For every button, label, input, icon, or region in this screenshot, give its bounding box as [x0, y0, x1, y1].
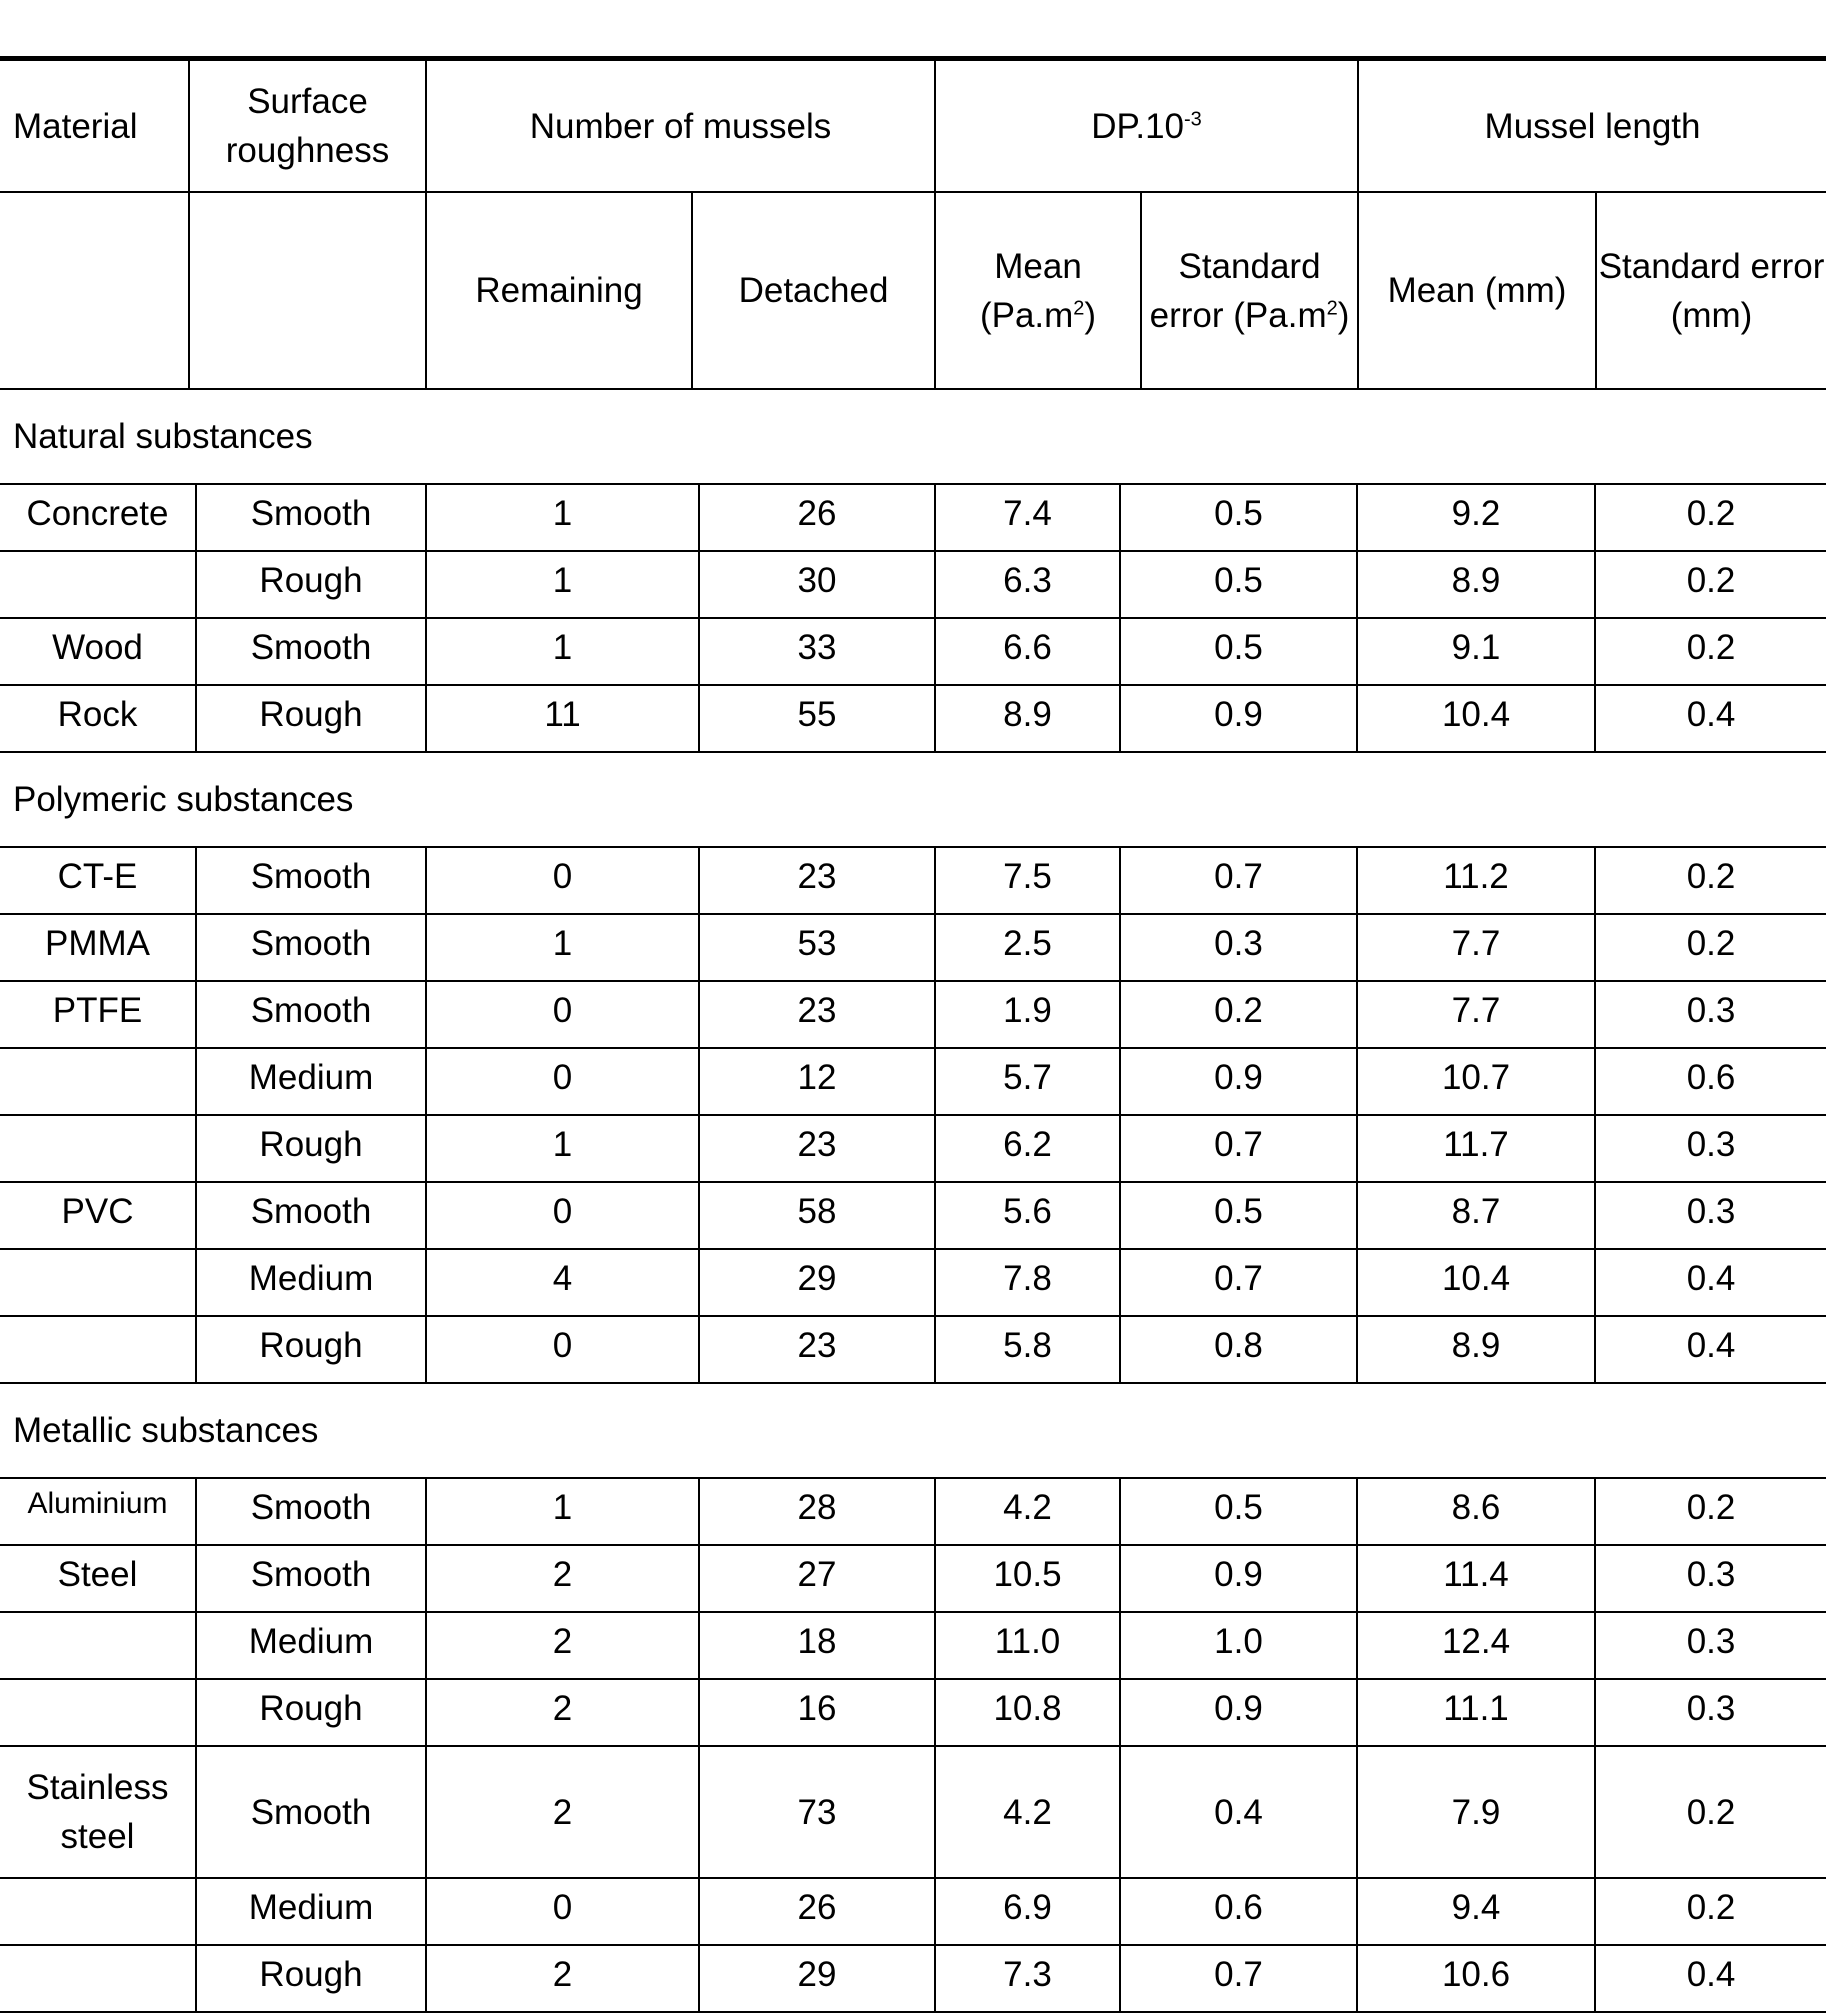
cell-dp-mean: 10.5: [935, 1545, 1120, 1612]
cell-material: Stainless steel: [0, 1746, 196, 1878]
section-heading-row: [0, 1383, 1826, 1478]
cell-detached: 33: [699, 618, 935, 685]
table-row: [0, 484, 1826, 551]
cell-roughness: Rough: [196, 1679, 426, 1746]
cell-length-mean: 8.9: [1357, 1316, 1595, 1383]
cell-length-mean: 7.7: [1357, 981, 1595, 1048]
cell-detached: 73: [699, 1746, 935, 1878]
cell-detached: 23: [699, 981, 935, 1048]
cell-dp-mean: 8.9: [935, 685, 1120, 752]
cell-material: [0, 1316, 196, 1383]
cell-remaining: 1: [426, 1115, 699, 1182]
table-row: [0, 551, 1826, 618]
cell-length-mean: 11.7: [1357, 1115, 1595, 1182]
cell-dp-se: 0.5: [1120, 1182, 1357, 1249]
table-row: [0, 1249, 1826, 1316]
cell-remaining: 4: [426, 1249, 699, 1316]
header-dp-se: Standard error $(Pa.m^2)$: [1141, 192, 1358, 389]
table-row: [0, 1182, 1826, 1249]
cell-material: Wood: [0, 618, 196, 685]
cell-remaining: 1: [426, 484, 699, 551]
table-row: [0, 1545, 1826, 1612]
cell-length-se: 0.6: [1595, 1048, 1826, 1115]
cell-roughness: Rough: [196, 1115, 426, 1182]
cell-dp-mean: 6.3: [935, 551, 1120, 618]
cell-length-mean: 7.7: [1357, 914, 1595, 981]
cell-dp-se: 0.7: [1120, 1945, 1357, 2012]
cell-dp-se: 0.9: [1120, 1679, 1357, 1746]
cell-dp-se: 0.3: [1120, 914, 1357, 981]
cell-material: Aluminium: [0, 1478, 196, 1545]
table-row: [0, 1115, 1826, 1182]
table-row: [0, 1612, 1826, 1679]
section-heading-row: [0, 752, 1826, 847]
cell-remaining: 0: [426, 981, 699, 1048]
cell-material: CT-E: [0, 847, 196, 914]
cell-remaining: 2: [426, 1945, 699, 2012]
table-row: [0, 981, 1826, 1048]
cell-length-mean: 10.4: [1357, 1249, 1595, 1316]
table-row: [0, 685, 1826, 752]
header-dp: $DP.10^{-3}$: [935, 61, 1358, 192]
cell-dp-se: 0.7: [1120, 1115, 1357, 1182]
cell-dp-se: 0.6: [1120, 1878, 1357, 1945]
header-length-mean: Mean (mm): [1358, 192, 1596, 389]
cell-material: PTFE: [0, 981, 196, 1048]
cell-remaining: 0: [426, 1878, 699, 1945]
header-number-of-mussels: Number of mussels: [426, 61, 935, 192]
cell-remaining: 0: [426, 1048, 699, 1115]
cell-length-se: 0.4: [1595, 1945, 1826, 2012]
cell-dp-mean: 7.5: [935, 847, 1120, 914]
table-row: [0, 914, 1826, 981]
table-row: [0, 1746, 1826, 1878]
cell-detached: 55: [699, 685, 935, 752]
cell-detached: 29: [699, 1249, 935, 1316]
table-row: [0, 1878, 1826, 1945]
cell-length-mean: 10.7: [1357, 1048, 1595, 1115]
cell-roughness: Medium: [196, 1878, 426, 1945]
cell-length-se: 0.4: [1595, 1316, 1826, 1383]
cell-length-se: 0.2: [1595, 914, 1826, 981]
table-body: [0, 389, 1826, 2013]
cell-length-mean: 9.4: [1357, 1878, 1595, 1945]
cell-detached: 53: [699, 914, 935, 981]
cell-dp-se: 0.5: [1120, 618, 1357, 685]
cell-length-se: 0.2: [1595, 1478, 1826, 1545]
cell-roughness: Smooth: [196, 484, 426, 551]
cell-remaining: 1: [426, 551, 699, 618]
cell-remaining: 0: [426, 1316, 699, 1383]
cell-dp-se: 0.9: [1120, 685, 1357, 752]
cell-dp-se: 0.5: [1120, 1478, 1357, 1545]
cell-dp-mean: 4.2: [935, 1746, 1120, 1878]
cell-roughness: Medium: [196, 1612, 426, 1679]
cell-material: [0, 1878, 196, 1945]
cell-length-mean: 12.4: [1357, 1612, 1595, 1679]
cell-roughness: Smooth: [196, 1478, 426, 1545]
cell-dp-mean: 7.3: [935, 1945, 1120, 2012]
cell-dp-mean: 5.8: [935, 1316, 1120, 1383]
cell-roughness: Smooth: [196, 981, 426, 1048]
cell-remaining: 11: [426, 685, 699, 752]
header-material: Material: [0, 61, 189, 192]
cell-length-se: 0.3: [1595, 1115, 1826, 1182]
cell-dp-mean: 11.0: [935, 1612, 1120, 1679]
cell-dp-mean: 1.9: [935, 981, 1120, 1048]
cell-detached: 18: [699, 1612, 935, 1679]
table-header: [0, 61, 1826, 390]
cell-roughness: Smooth: [196, 1746, 426, 1878]
cell-material: [0, 1048, 196, 1115]
cell-roughness: Rough: [196, 685, 426, 752]
cell-dp-mean: 6.9: [935, 1878, 1120, 1945]
cell-dp-mean: 5.6: [935, 1182, 1120, 1249]
cell-material: PMMA: [0, 914, 196, 981]
cell-dp-se: 0.7: [1120, 1249, 1357, 1316]
cell-dp-se: 0.8: [1120, 1316, 1357, 1383]
cell-detached: 26: [699, 1878, 935, 1945]
cell-length-mean: 8.6: [1357, 1478, 1595, 1545]
table-row: [0, 618, 1826, 685]
cell-material: [0, 1612, 196, 1679]
cell-length-se: 0.4: [1595, 1249, 1826, 1316]
cell-length-se: 0.2: [1595, 484, 1826, 551]
cell-detached: 27: [699, 1545, 935, 1612]
cell-length-se: 0.4: [1595, 685, 1826, 752]
cell-length-se: 0.3: [1595, 1545, 1826, 1612]
cell-material: [0, 1945, 196, 2012]
cell-remaining: 1: [426, 914, 699, 981]
cell-detached: 23: [699, 1115, 935, 1182]
cell-length-mean: 9.1: [1357, 618, 1595, 685]
cell-dp-mean: 10.8: [935, 1679, 1120, 1746]
cell-length-se: 0.3: [1595, 1182, 1826, 1249]
header-empty: [189, 192, 426, 389]
cell-remaining: 2: [426, 1746, 699, 1878]
cell-detached: 26: [699, 484, 935, 551]
cell-material: Steel: [0, 1545, 196, 1612]
table-row: [0, 1679, 1826, 1746]
cell-detached: 23: [699, 847, 935, 914]
cell-roughness: Smooth: [196, 618, 426, 685]
cell-roughness: Smooth: [196, 914, 426, 981]
cell-roughness: Smooth: [196, 847, 426, 914]
cell-length-mean: 7.9: [1357, 1746, 1595, 1878]
cell-roughness: Medium: [196, 1048, 426, 1115]
cell-length-se: 0.2: [1595, 551, 1826, 618]
cell-material: Rock: [0, 685, 196, 752]
cell-dp-mean: 4.2: [935, 1478, 1120, 1545]
cell-remaining: 1: [426, 618, 699, 685]
cell-remaining: 2: [426, 1679, 699, 1746]
cell-length-mean: 11.1: [1357, 1679, 1595, 1746]
cell-detached: 30: [699, 551, 935, 618]
table-row: [0, 1478, 1826, 1545]
header-mussel-length: Mussel length: [1358, 61, 1826, 192]
cell-roughness: Rough: [196, 551, 426, 618]
cell-detached: 58: [699, 1182, 935, 1249]
cell-dp-se: 0.9: [1120, 1545, 1357, 1612]
cell-detached: 16: [699, 1679, 935, 1746]
header-empty: [0, 192, 189, 389]
header-surface-roughness: Surface roughness: [189, 61, 426, 192]
cell-remaining: 0: [426, 847, 699, 914]
header-remaining: Remaining: [426, 192, 692, 389]
table-row: [0, 847, 1826, 914]
cell-roughness: Smooth: [196, 1545, 426, 1612]
cell-length-se: 0.3: [1595, 1679, 1826, 1746]
cell-remaining: 2: [426, 1612, 699, 1679]
cell-material: [0, 551, 196, 618]
header-detached: Detached: [692, 192, 935, 389]
cell-detached: 12: [699, 1048, 935, 1115]
cell-material: [0, 1249, 196, 1316]
cell-remaining: 1: [426, 1478, 699, 1545]
section-title: Natural substances: [0, 389, 1826, 484]
section-heading-row: [0, 389, 1826, 484]
cell-length-mean: 11.4: [1357, 1545, 1595, 1612]
cell-dp-se: 1.0: [1120, 1612, 1357, 1679]
cell-dp-se: 0.5: [1120, 484, 1357, 551]
table-row: [0, 1316, 1826, 1383]
cell-length-mean: 8.7: [1357, 1182, 1595, 1249]
cell-roughness: Rough: [196, 1316, 426, 1383]
cell-length-se: 0.3: [1595, 1612, 1826, 1679]
cell-remaining: 2: [426, 1545, 699, 1612]
cell-material: [0, 1679, 196, 1746]
cell-length-mean: 11.2: [1357, 847, 1595, 914]
cell-roughness: Smooth: [196, 1182, 426, 1249]
table-row: [0, 1048, 1826, 1115]
section-title: Polymeric substances: [0, 752, 1826, 847]
cell-dp-se: 0.9: [1120, 1048, 1357, 1115]
cell-length-se: 0.2: [1595, 618, 1826, 685]
table-row: [0, 1945, 1826, 2012]
cell-length-se: 0.2: [1595, 1746, 1826, 1878]
cell-roughness: Rough: [196, 1945, 426, 2012]
cell-material: [0, 1115, 196, 1182]
cell-dp-se: 0.5: [1120, 551, 1357, 618]
cell-length-mean: 10.6: [1357, 1945, 1595, 2012]
cell-dp-mean: 6.2: [935, 1115, 1120, 1182]
cell-length-mean: 9.2: [1357, 484, 1595, 551]
cell-dp-mean: 2.5: [935, 914, 1120, 981]
cell-dp-mean: 6.6: [935, 618, 1120, 685]
cell-material: PVC: [0, 1182, 196, 1249]
cell-detached: 28: [699, 1478, 935, 1545]
cell-roughness: Medium: [196, 1249, 426, 1316]
cell-dp-mean: 5.7: [935, 1048, 1120, 1115]
section-title: Metallic substances: [0, 1383, 1826, 1478]
header-dp-mean: Mean $(Pa.m^2)$: [935, 192, 1141, 389]
cell-dp-se: 0.4: [1120, 1746, 1357, 1878]
header-length-se: Standard error (mm): [1596, 192, 1826, 389]
cell-material: Concrete: [0, 484, 196, 551]
cell-length-mean: 8.9: [1357, 551, 1595, 618]
cell-detached: 23: [699, 1316, 935, 1383]
cell-length-mean: 10.4: [1357, 685, 1595, 752]
cell-dp-se: 0.2: [1120, 981, 1357, 1048]
cell-dp-mean: 7.8: [935, 1249, 1120, 1316]
cell-length-se: 0.2: [1595, 1878, 1826, 1945]
cell-detached: 29: [699, 1945, 935, 2012]
cell-remaining: 0: [426, 1182, 699, 1249]
cell-length-se: 0.3: [1595, 981, 1826, 1048]
cell-length-se: 0.2: [1595, 847, 1826, 914]
cell-dp-mean: 7.4: [935, 484, 1120, 551]
cell-dp-se: 0.7: [1120, 847, 1357, 914]
